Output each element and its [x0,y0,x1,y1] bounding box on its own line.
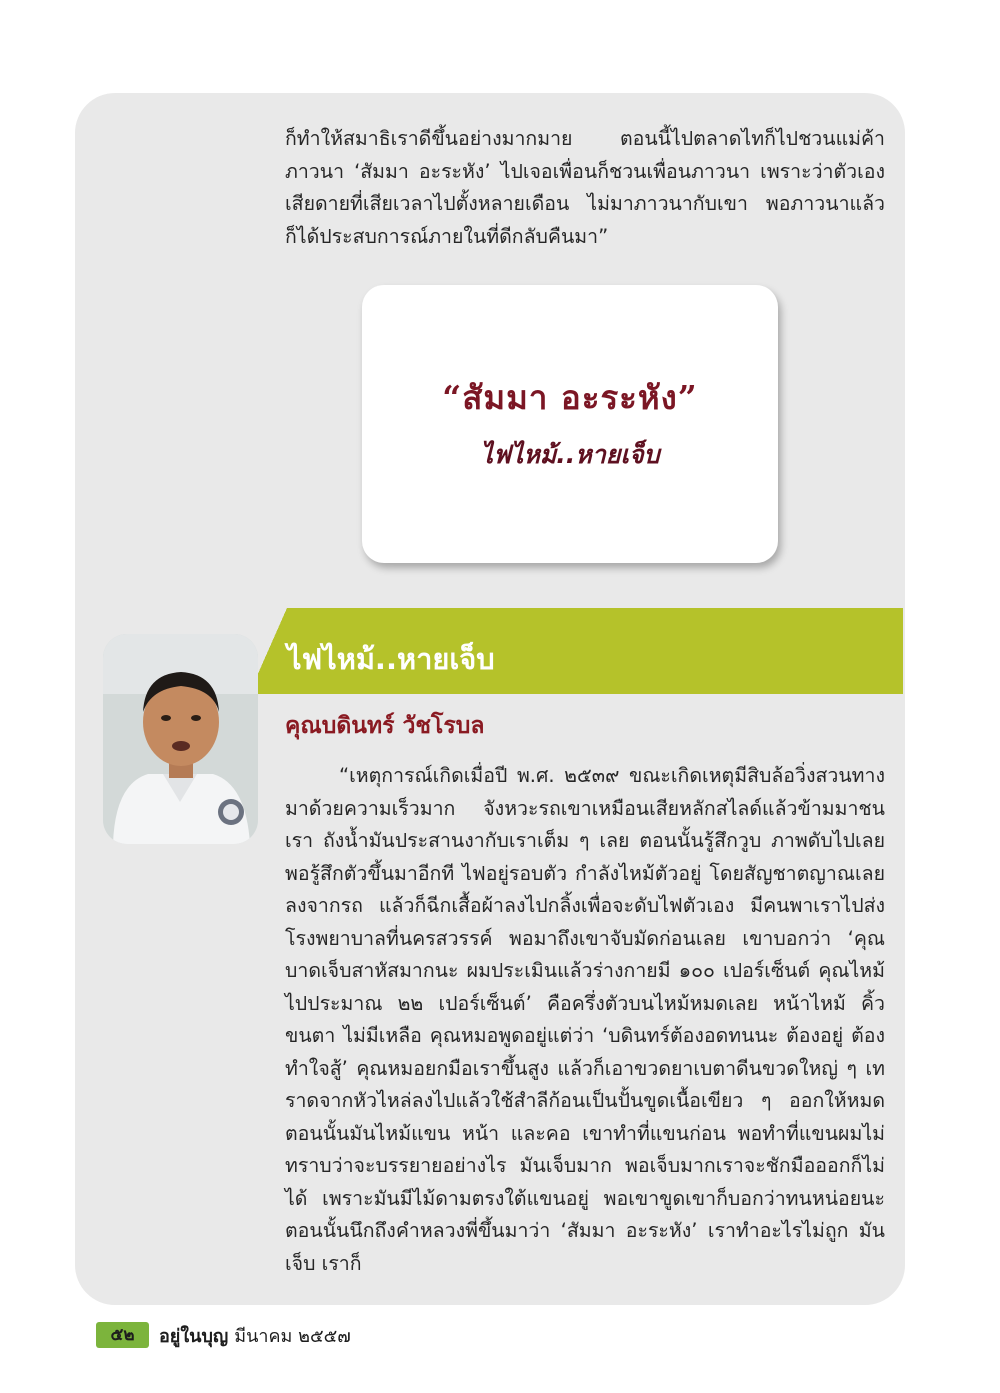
quote-card-title: “สัมมา อะระหัง” [442,378,698,417]
quote-card-subtitle: ไฟไหม้..หายเจ็บ [480,440,660,469]
page-footer [96,1322,351,1348]
portrait-photo [103,634,258,844]
story-text: “เหตุการณ์เกิดเมื่อปี พ.ศ. ๒๕๓๙ ขณะเกิดเหตุมีสิบล้อวิ่งสวนทางมาด้วยความเร็วมาก จังหวะรถเขาเหมือนเสียหลักสไลด์แล้วข้ามมาชนเรา ถังน้ำมันประสานงากับเราเต็ม ๆ เลย ตอนนั้นรู้สึกวูบ ภาพดับไปเลย พอรู้สึกตัวขึ้นมาอีกที ไฟอยู่รอบตัว กำลังไหม้ตัวอยู่ โดยสัญชาตญาณเลยลงจากรถ แล้วก็ฉีกเสื้อผ้าลงไปกลิ้งเพื่อจะดับไฟตัวเอง มีคนพาเราไปส่งโรงพยาบาลที่นครสวรรค์ พอมาถึงเขาจับมัดก่อนเลย เขาบอกว่า ‘คุณบาดเจ็บสาหัสมากนะ ผมประเมินแล้วร่างกายมี ๑๐๐ เปอร์เซ็นต์ คุณไหม้ไปประมาณ ๒๒ เปอร์เซ็นต์’ คือครึ่งตัวบนไหม้หมดเลย หน้าไหม้ คิ้ว ขนตา ไม่มีเหลือ คุณหมอพูดอยู่แต่ว่า ‘บดินทร์ต้องอดทนนะ ต้องอยู่ ต้องทำใจสู้’ คุณหมอยกมือเราขึ้นสูง แล้วก็เอาขวดยาเบตาดีนขวดใหญ่ ๆ เทราดจากหัวไหล่ลงไปแล้วใช้สำลีก้อนเป็นปั้นขูดเนื้อเขียว ๆ ออกให้หมด ตอนนั้นมันไหม้แขน หน้า และคอ เขาทำที่แขนก่อน พอทำที่แขนผมไม่ทราบว่าจะบรรยายอย่างไร มันเจ็บมาก พอเจ็บมากเราจะชักมือออกก็ไม่ได้ เพราะมันมีไม้ดามตรงใต้แขนอยู่ พอเขาขูดเขาก็บอกว่าทนหน่อยนะ ตอนนั้นนึกถึงคำหลวงพี่ขึ้นมาว่า ‘สัมมา อะระหัง’ เราทำอะไรไม่ถูก มันเจ็บ เราก็ [285,764,885,1275]
author-byline: คุณบดินทร์ วัชโรบล [285,713,485,739]
section-title: ไฟไหม้..หายเจ็บ [287,642,495,676]
intro-paragraph: ก็ทำให้สมาธิเราดีขึ้นอย่างมากมาย ตอนนี้ไปตลาดไทก็ไปชวนแม่ค้าภาวนา ‘สัมมา อะระหัง’ ไปเจอเพื่อนก็ชวนเพื่อนภาวนา เพราะว่าตัวเองเสียดายที่เสียเวลาไปตั้งหลายเดือน ไม่มาภาวนากับเขา พอภาวนาแล้วก็ได้ประสบการณ์ภายในที่ดีกลับคืนมา” [285,127,885,248]
portrait-illustration [103,634,258,844]
issue-date: มีนาคม ๒๕๕๗ [234,1325,351,1347]
publication-name: อยู่ในบุญ [159,1325,229,1347]
quote-card [362,285,778,563]
story-paragraph [285,760,885,1280]
page-number-badge: ๕๒ [96,1322,149,1348]
